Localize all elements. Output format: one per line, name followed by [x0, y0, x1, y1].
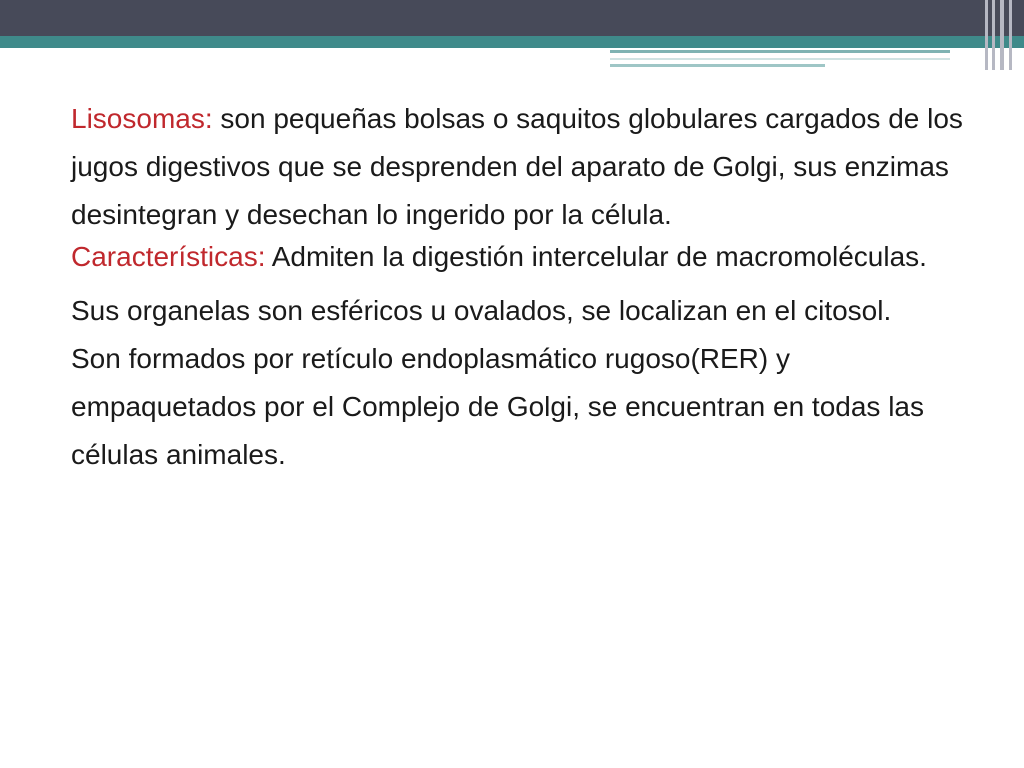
definition-lisosomas: son pequeñas bolsas o saquitos globulares cargados de los jugos digestivos que se desprenden del aparato de Golgi, sus enzimas desintegran y desechan lo ingerido por la célula.: [71, 103, 963, 230]
definition-caracteristicas: Admiten la digestión intercelular de macromoléculas.: [265, 241, 927, 272]
slide-body: [71, 95, 971, 479]
header-bar: [0, 0, 1024, 36]
decorative-vertical-stripe: [985, 0, 988, 70]
term-lisosomas: Lisosomas:: [71, 103, 213, 134]
decorative-line: [610, 58, 950, 60]
paragraph-caracteristicas: [71, 239, 971, 275]
decorative-line: [610, 64, 825, 67]
decorative-line: [610, 50, 950, 53]
paragraph-lisosomas: [71, 95, 971, 239]
paragraph-formacion: Son formados por retículo endoplasmático rugoso(RER) y empaquetados por el Complejo de Golgi, se encuentran en todas las células animales.: [71, 343, 924, 470]
paragraph-organelas: Sus organelas son esféricos u ovalados, se localizan en el citosol.: [71, 295, 892, 326]
decorative-vertical-stripe: [1009, 0, 1012, 70]
accent-stripe: [0, 36, 1024, 48]
decorative-vertical-stripe: [992, 0, 995, 70]
term-caracteristicas: Características:: [71, 241, 266, 272]
decorative-vertical-stripe: [1000, 0, 1004, 70]
